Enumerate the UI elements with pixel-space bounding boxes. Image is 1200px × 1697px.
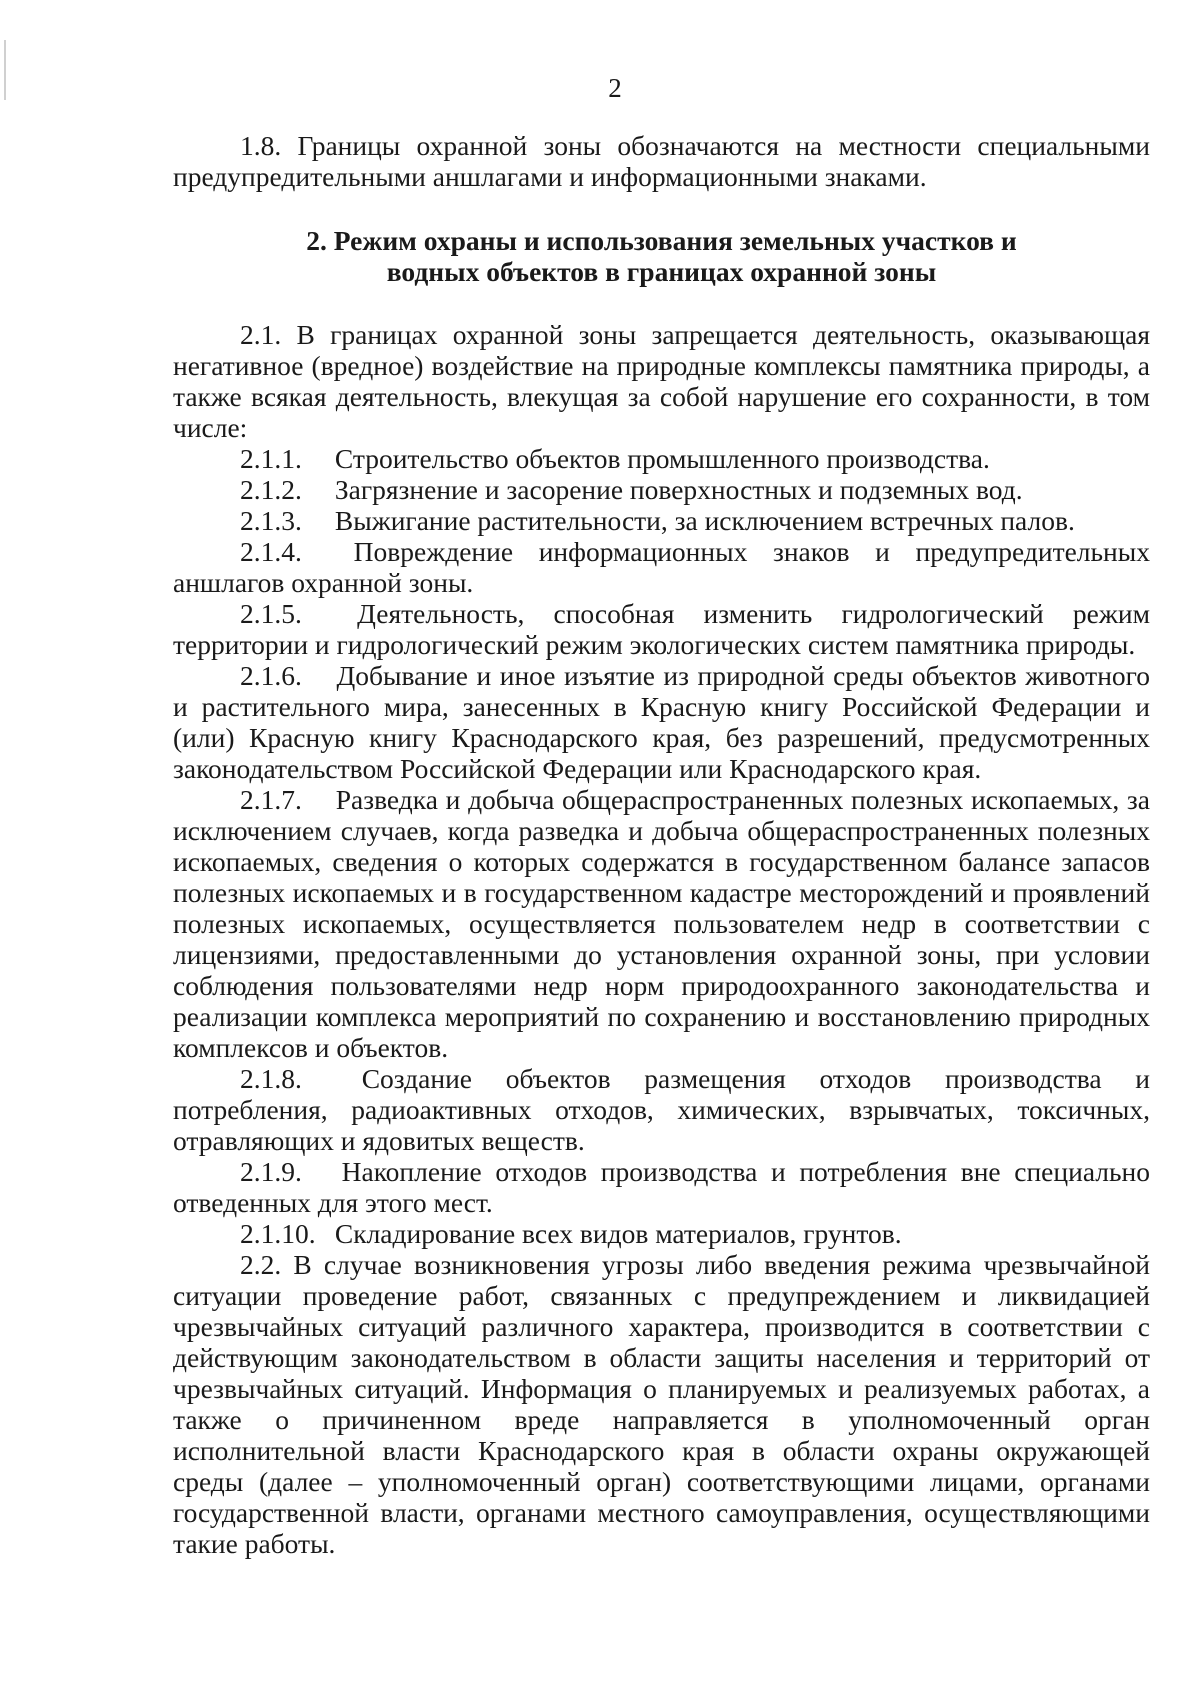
paragraph-2-1-5 <box>173 598 1150 660</box>
item-number: 2.1.3. <box>240 505 302 536</box>
paragraph-2-1-3 <box>173 505 1150 536</box>
item-number: 2.1.1. <box>240 443 302 474</box>
item-text: Загрязнение и засорение поверхностных и подземных вод. <box>334 474 1023 505</box>
item-text: Повреждение информационных знаков и предупредительных аншлагов охранной зоны. <box>173 536 1150 598</box>
document-body <box>173 130 1150 1559</box>
item-number: 2.1.4. <box>240 536 302 567</box>
page-number: 2 <box>608 73 622 103</box>
paragraph-2-1-2 <box>173 474 1150 505</box>
paragraph-2-1-4 <box>173 536 1150 598</box>
paragraph-2-1-9 <box>173 1156 1150 1218</box>
paragraph-2-1-7 <box>173 784 1150 1063</box>
item-text: Добывание и иное изъятие из природной среды объектов животного и растительного мира, занесенных в Красную книгу Российской Федерации и (или) Красную книгу Краснодарского края, без разрешений, предусмотренных законодательством Российской Федерации или Краснодарского края. <box>173 660 1151 784</box>
section-heading-line-2: водных объектов в границах охранной зоны <box>386 256 937 287</box>
paragraph-2-1-6 <box>173 660 1150 784</box>
paragraph-2-1-8 <box>173 1063 1150 1156</box>
item-text: Складирование всех видов материалов, грунтов. <box>334 1218 902 1249</box>
item-number: 2.1.2. <box>240 474 302 505</box>
item-text: Создание объектов размещения отходов производства и потребления, радиоактивных отходов, химических, взрывчатых, токсичных, отравляющих и ядовитых веществ. <box>173 1063 1150 1156</box>
item-text: Выжигание растительности, за исключением встречных палов. <box>334 505 1075 536</box>
item-text: Разведка и добыча общераспространенных полезных ископаемых, за исключением случаев, когда разведка и добыча общераспространенных полезных ископаемых, сведения о которых содержатся в государственном балансе запасов полезных ископаемых и в государственном кадастре месторождений и проявлений полезных ископаемых, осуществляется пользователем недр в соответствии с лицензиями, предоставленными до установления охранной зоны, при условии соблюдения пользователями недр норм природоохранного законодательства и реализации комплекса мероприятий по сохранению и восстановлению природных комплексов и объектов. <box>173 784 1151 1063</box>
item-number: 2.1.10. <box>240 1218 316 1249</box>
item-text: Накопление отходов производства и потребления вне специально отведенных для этого мест. <box>173 1156 1150 1218</box>
item-number: 2.1.8. <box>240 1063 302 1094</box>
item-number: 2.1.5. <box>240 598 302 629</box>
item-number: 2.1.9. <box>240 1156 302 1187</box>
item-text: Деятельность, способная изменить гидрологический режим территории и гидрологический режим экологических систем памятника природы. <box>173 598 1150 660</box>
section-heading-line-1: 2. Режим охраны и использования земельных участков и <box>306 225 1017 256</box>
paragraph-2-1-1 <box>173 443 1150 474</box>
item-number: 2.1.7. <box>240 784 302 815</box>
item-number: 2.1.6. <box>240 660 302 691</box>
paragraph-2-1-10 <box>173 1218 1150 1249</box>
paragraph-2-2: 2.2. В случае возникновения угрозы либо введения режима чрезвычайной ситуации проведение работ, связанных с предупреждением и ликвидацией чрезвычайных ситуаций различного характера, производится в соответствии с действующим законодательством в области защиты населения и территорий от чрезвычайных ситуаций. Информация о планируемых и реализуемых работах, а также о причиненном вреде направляется в уполномоченный орган исполнительной власти Краснодарского края в области охраны окружающей среды (далее – уполномоченный орган) соответствующими лицами, органами государственной власти, органами местного самоуправления, осуществляющими такие работы. <box>173 1249 1150 1559</box>
section-heading <box>173 225 1150 287</box>
item-text: Строительство объектов промышленного производства. <box>334 443 990 474</box>
paragraph-1-8: 1.8. Границы охранной зоны обозначаются на местности специальными предупредительными аншлагами и информационными знаками. <box>173 130 1150 192</box>
paragraph-2-1: 2.1. В границах охранной зоны запрещается деятельность, оказывающая негативное (вредное) воздействие на природные комплексы памятника природы, а также всякая деятельность, влекущая за собой нарушение его сохранности, в том числе: <box>173 319 1150 443</box>
